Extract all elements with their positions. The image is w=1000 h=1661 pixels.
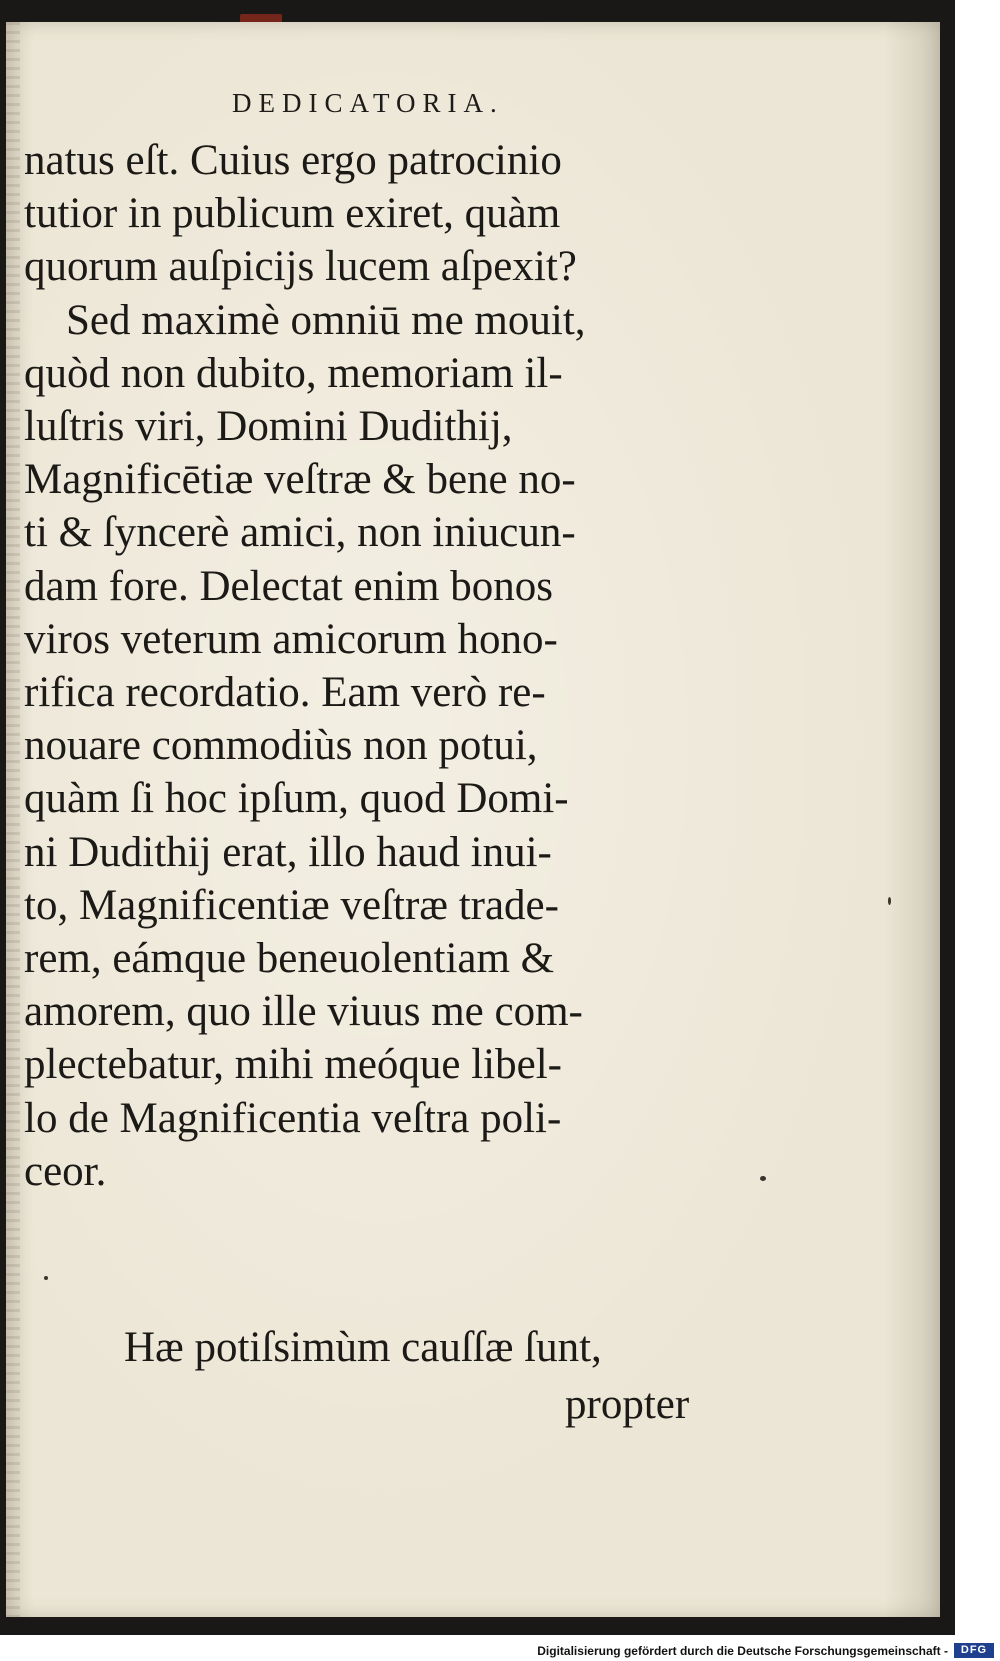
text-line: ceor. bbox=[24, 1147, 107, 1195]
text-line: ti & ſyncerè amici, non iniucun- bbox=[24, 509, 576, 557]
text-line: Magnificētiæ veſtræ & bene no- bbox=[24, 456, 576, 504]
text-line: rifica recordatio. Eam verò re- bbox=[24, 669, 546, 717]
text-line: rem, eámque beneuolentiam & bbox=[24, 935, 555, 983]
text-line: nouare commodiùs non potui, bbox=[24, 722, 538, 770]
text-line: ni Dudithij erat, illo haud inui- bbox=[24, 828, 552, 876]
text-line: quorum auſpicijs lucem aſpexit? bbox=[24, 243, 577, 291]
paper-speck bbox=[760, 1176, 766, 1181]
paragraph-2-first-line: Hæ potiſsimùm cauſſæ ſunt, bbox=[124, 1324, 602, 1371]
page-gutter-edge bbox=[6, 22, 20, 1617]
text-line: dam fore. Delectat enim bonos bbox=[24, 562, 553, 610]
catchword: propter bbox=[565, 1381, 690, 1428]
digitization-credit: Digitalisierung gefördert durch die Deutsche Forschungsgemeinschaft - bbox=[537, 1644, 948, 1658]
text-line: plectebatur, mihi meóque libel- bbox=[24, 1041, 562, 1089]
paper-speck bbox=[888, 897, 891, 905]
text-line: amorem, quo ille viuus me com- bbox=[24, 988, 583, 1036]
text-line: luſtris viri, Domini Dudithij, bbox=[24, 403, 513, 451]
text-line: tutior in publicum exiret, quàm bbox=[24, 190, 561, 238]
text-line: to, Magnificentiæ veſtræ trade- bbox=[24, 881, 559, 929]
text-line: viros veterum amicorum hono- bbox=[24, 615, 558, 663]
text-line: Sed maximè omniū me mouit, bbox=[66, 296, 586, 344]
running-head: DEDICATORIA. bbox=[232, 88, 504, 118]
text-line: natus eſt. Cuius ergo patrocinio bbox=[24, 137, 562, 184]
text-line: quàm ſi hoc ipſum, quod Domi- bbox=[24, 775, 569, 823]
text-line: lo de Magnificentia veſtra poli- bbox=[24, 1094, 562, 1142]
text-line: quòd non dubito, memoriam il- bbox=[24, 349, 563, 397]
paper-speck bbox=[44, 1276, 48, 1280]
dfg-logo: DFG bbox=[954, 1643, 994, 1658]
paragraph-1 bbox=[24, 134, 724, 1198]
